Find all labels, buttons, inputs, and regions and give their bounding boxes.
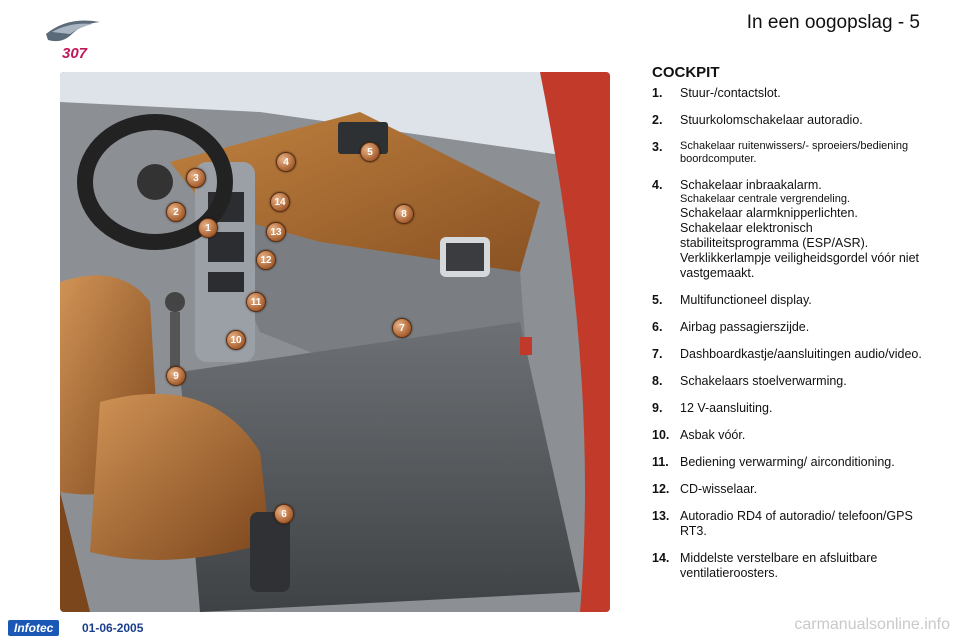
section-heading: COCKPIT	[652, 64, 720, 81]
legend-list	[652, 86, 922, 593]
legend-number: 9.	[652, 401, 663, 415]
legend-number: 2.	[652, 113, 663, 127]
legend-text: Airbag passagierszijde.	[680, 320, 810, 334]
cockpit-photo	[60, 72, 610, 612]
callout-14: 14	[270, 192, 290, 212]
legend-text: Autoradio RD4 of autoradio/ telefoon/GPS RT3.	[680, 509, 913, 538]
legend-item	[652, 509, 922, 539]
footer-date: 01-06-2005	[82, 621, 144, 635]
legend-number: 3.	[652, 140, 663, 154]
callout-6: 6	[274, 504, 294, 524]
legend-item	[652, 86, 922, 101]
legend-text: Asbak vóór.	[680, 428, 746, 442]
legend-text: CD-wisselaar.	[680, 482, 758, 496]
callout-4: 4	[276, 152, 296, 172]
callout-11: 11	[246, 292, 266, 312]
callout-8: 8	[394, 204, 414, 224]
legend-text: Bediening verwarming/ airconditioning.	[680, 455, 895, 469]
legend-number: 4.	[652, 178, 663, 192]
legend-text: Dashboardkastje/aansluitingen audio/video.	[680, 347, 922, 361]
legend-text: Schakelaars stoelverwarming.	[680, 374, 847, 388]
legend-item	[652, 374, 922, 389]
legend-number: 11.	[652, 455, 669, 469]
cockpit-illustration	[60, 72, 610, 612]
watermark: carmanualsonline.info	[794, 616, 950, 633]
callout-10: 10	[226, 330, 246, 350]
callout-7: 7	[392, 318, 412, 338]
legend-number: 1.	[652, 86, 663, 100]
legend-text: Schakelaar ruitenwissers/- sproeiers/bediening boordcomputer.	[680, 140, 909, 165]
legend-number: 6.	[652, 320, 663, 334]
legend-text: Schakelaar elektronisch stabiliteitsprogramma (ESP/ASR).	[680, 221, 869, 250]
legend-text: Verklikkerlampje veiligheidsgordel vóór niet vastgemaakt.	[680, 251, 920, 280]
legend-number: 7.	[652, 347, 663, 361]
legend-text: Stuurkolomschakelaar autoradio.	[680, 113, 863, 127]
callout-1: 1	[198, 218, 218, 238]
page-title: In een oogopslag - 5	[746, 12, 920, 33]
callout-2: 2	[166, 202, 186, 222]
callout-9: 9	[166, 366, 186, 386]
logo-text: 307	[62, 45, 88, 62]
legend-text: Schakelaar alarmknipperlichten.	[680, 206, 858, 220]
callout-3: 3	[186, 168, 206, 188]
legend-item	[652, 455, 922, 470]
legend-number: 13.	[652, 509, 670, 523]
legend-text: Multifunctioneel display.	[680, 293, 812, 307]
legend-item	[652, 482, 922, 497]
callout-13: 13	[266, 222, 286, 242]
legend-item	[652, 428, 922, 443]
legend-number: 8.	[652, 374, 663, 388]
infotec-badge: Infotec	[8, 620, 59, 636]
legend-item	[652, 140, 922, 166]
legend-number: 10.	[652, 428, 670, 442]
legend-item	[652, 293, 922, 308]
legend-item	[652, 113, 922, 128]
legend-text: 12 V-aansluiting.	[680, 401, 773, 415]
legend-text: Middelste verstelbare en afsluitbare ventilatieroosters.	[680, 551, 878, 580]
legend-number: 5.	[652, 293, 663, 307]
legend-item	[652, 320, 922, 335]
legend-item	[652, 401, 922, 416]
callout-5: 5	[360, 142, 380, 162]
legend-text: Schakelaar centrale vergrendeling.	[680, 193, 850, 205]
legend-item	[652, 551, 922, 581]
legend-text: Schakelaar inbraakalarm.	[680, 178, 822, 192]
peugeot-307-logo	[38, 14, 108, 62]
legend-item	[652, 178, 922, 281]
legend-item	[652, 347, 922, 362]
legend-number: 12.	[652, 482, 670, 496]
legend-text: Stuur-/contactslot.	[680, 86, 781, 100]
callout-12: 12	[256, 250, 276, 270]
legend-number: 14.	[652, 551, 670, 565]
